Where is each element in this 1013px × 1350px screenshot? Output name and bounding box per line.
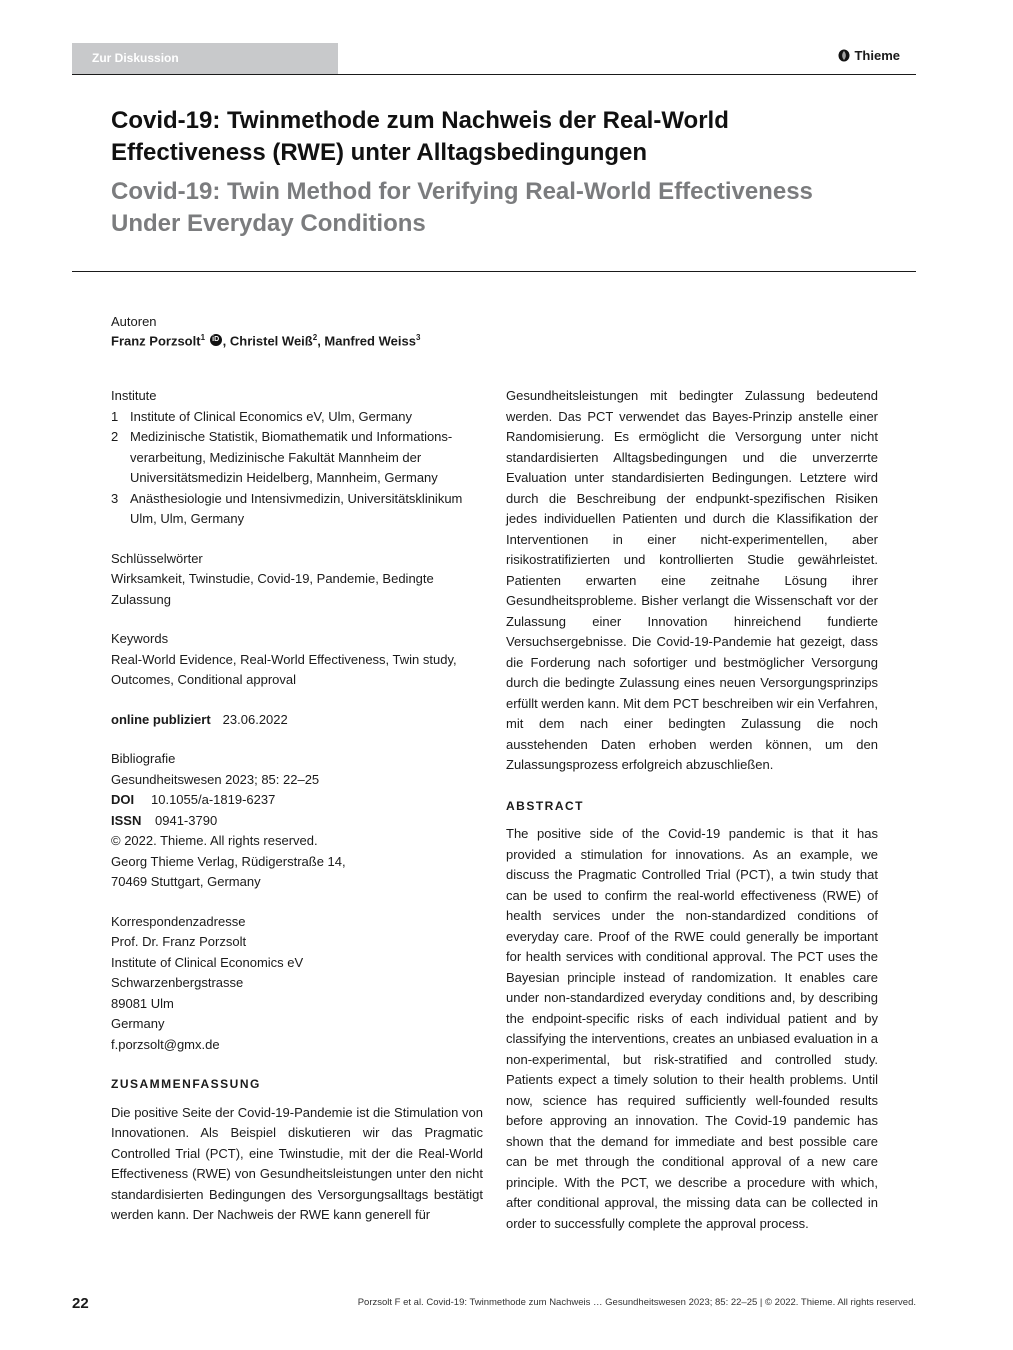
institute-text: Institute of Clinical Economics eV, Ulm, Germany <box>130 408 413 424</box>
thieme-logo-icon <box>838 49 850 62</box>
institutes-label: Institute <box>111 388 157 403</box>
institute-text: Medizinische Statistik, Biomathematik und Informationsverarbeitung, Medizinische Fakultät Mannheim der Universitätsmedizin Heidelberg, Mannheim, Germany <box>130 429 453 485</box>
issn-value: 0941-3790 <box>155 812 218 828</box>
list-item <box>111 427 483 489</box>
title-german: Covid-19: Twinmethode zum Nachweis der Real-World Effectiveness (RWE) unter Alltagsbedingungen <box>111 107 729 166</box>
author-affiliation: 3 <box>415 333 421 342</box>
list-number: 2 <box>111 429 119 444</box>
abstract-heading: ABSTRACT <box>506 798 584 813</box>
publisher-city: 70469 Stuttgart, Germany <box>111 874 261 889</box>
list-number: 1 <box>111 408 119 424</box>
authors-label: Autoren <box>111 314 157 329</box>
doi-label: DOI <box>111 792 135 807</box>
bibliography-label: Bibliografie <box>111 751 176 766</box>
institutes-list <box>111 407 483 530</box>
keywords-en-label: Keywords <box>111 631 169 646</box>
keywords-de-text: Wirksamkeit, Twinstudie, Covid-19, Pandemie, Bedingte Zulassung <box>111 571 434 607</box>
published-block <box>111 710 483 731</box>
zusammenfassung-text-part1: Die positive Seite der Covid-19-Pandemie ist die Stimulation von Innovationen. Als Beispiel diskutieren wir das Pragmatic Controlled Trial (PCT), eine Twinstudie, mit der die Real-World Effectiveness (RWE) von Gesundheitsleistungen unter den nicht standardisierten Bedingungen des Versorgungsalltags bestätigt werden kann. Der Nachweis der RWE kann generell für <box>111 1104 483 1222</box>
author-name: Franz Porzsolt <box>111 333 201 349</box>
correspondence-block <box>111 912 483 1056</box>
institute-text: Anästhesiologie und Intensivmedizin, Universitätsklinikum Ulm, Ulm, Germany <box>130 490 463 526</box>
abstract-text: The positive side of the Covid-19 pandemic is that it has provided a stimulation for innovations. As an example, we discuss the Pragmatic Controlled Trial (PCT), a twin study that can be used to confirm the real-world effectiveness (RWE) of health services under the non-standardized conditions of everyday care. Proof of the RWE could generally be important for health services with conditional approval. The PCT uses the Bayesian principle instead of randomization. It enables care under non-standardized everyday conditions and, by describing the endpoint-specific risks of each individual patient and by classifying the interventions, creates an unbiased evaluation in a non-experimental, but risk-stratified and controlled study. Patients expect a timely solution to their health problems. Until now, science has required sufficiently well-founded results before approving an innovation. The Covid-19 pandemic has shown that the demand for immediate and best possible care can be met through the conditional approval of a new care principle. With the PCT, we describe a procedure with which, after conditional approval, the missing data can be collected in order to successfully complete the approval process. <box>506 826 878 1231</box>
correspondence-line: Schwarzenbergstrasse <box>111 975 244 990</box>
section-label: Zur Diskussion <box>72 43 338 74</box>
right-column <box>506 386 878 1234</box>
keywords-en-block <box>111 629 483 691</box>
issn-label: ISSN <box>111 812 142 828</box>
correspondence-label: Korrespondenzadresse <box>111 913 246 929</box>
publisher-address: Georg Thieme Verlag, Rüdigerstraße 14, <box>111 853 346 869</box>
zusammenfassung-text-part2: Gesundheitsleistungen mit bedingter Zulassung bedeutend werden. Das PCT verwendet das Bayes-Prinzip anstelle einer Randomisierung. Es ermöglicht die Versorgung unter nicht standardisierten Alltagsbedingungen und die unverzerrte Evaluation unter standardisierten Bedingungen. Letztere wird durch die Beschreibung der endpunkt-spezifischen Risiken jedes individuellen Patienten und durch die Klassifikation der Interventionen in einer nicht-experimentellen, aber risikostratifizierten und kontrollierten Studie gewährleistet. Patienten erwarten eine zeitnahe Lösung ihrer Gesundheitsprobleme. Bisher verlangt die Wissenschaft vor der Zulassung einer Innovation hinreichend fundierte Versuchsergebnisse. Die Covid-19-Pandemie hat gezeigt, dass die Forderung nach sofortiger und bestmöglicher Versorgung durch die bedingte Zulassung eines neuen Versorgungsprinzips erfüllt werden kann. Mit dem PCT beschreiben wir ein Verfahren, mit dem nach einer bedingten Zulassung die noch ausstehenden Daten erhoben werden können, um den Zulassungsprozess erfolgreich abzuschließen. <box>506 388 878 772</box>
author-name: Christel Weiß <box>229 333 313 349</box>
footer-citation: Porzsolt F et al. Covid-19: Twinmethode zum Nachweis … Gesundheitswesen 2023; 85: 22–25 | © 2022. Thieme. All rights reserved. <box>357 1297 916 1308</box>
title-english: Covid-19: Twin Method for Verifying Real-World Effectiveness Under Everyday Conditions <box>111 178 813 237</box>
published-label: online publiziert <box>111 711 211 727</box>
keywords-en-text: Real-World Evidence, Real-World Effectiveness, Twin study, Outcomes, Conditional approval <box>111 651 457 687</box>
author-name: Manfred Weiss <box>324 333 416 349</box>
orcid-icon[interactable]: iD <box>210 334 222 346</box>
correspondence-email[interactable]: f.porzsolt@gmx.de <box>111 1036 220 1052</box>
publisher-brand <box>838 48 900 63</box>
institutes-block <box>111 386 483 530</box>
correspondence-line: Germany <box>111 1016 165 1031</box>
bibliography-block <box>111 749 483 893</box>
author-affiliation: 2 <box>312 333 318 342</box>
title-divider <box>72 271 916 272</box>
keywords-de-block <box>111 549 483 611</box>
brand-name: Thieme <box>854 48 900 63</box>
bibliography-journal: Gesundheitswesen 2023; 85: 22–25 <box>111 771 320 787</box>
correspondence-line: Prof. Dr. Franz Porzsolt <box>111 934 247 949</box>
zusammenfassung-heading: ZUSAMMENFASSUNG <box>111 1077 261 1091</box>
published-date: 23.06.2022 <box>222 711 288 727</box>
authors-list: Franz Porzsolt$^1$ iD , Christel Weiß$^2$, Manfred Weiss$^3$ <box>111 333 421 349</box>
doi-line <box>111 790 483 811</box>
list-number: 3 <box>111 490 119 506</box>
correspondence-line: 89081 Ulm <box>111 995 174 1011</box>
doi-link[interactable]: 10.1055/a-1819-6237 <box>151 792 276 807</box>
keywords-de-label: Schlüsselwörter <box>111 550 203 566</box>
issn-line <box>111 811 483 832</box>
page-number: 22 <box>72 1295 89 1312</box>
author-affiliation: 1 <box>200 333 206 342</box>
list-item <box>111 489 483 530</box>
correspondence-line: Institute of Clinical Economics eV <box>111 954 304 970</box>
left-column <box>111 386 483 1226</box>
header-divider <box>72 74 916 75</box>
copyright-text: © 2022. Thieme. All rights reserved. <box>111 833 318 848</box>
list-item <box>111 407 483 428</box>
